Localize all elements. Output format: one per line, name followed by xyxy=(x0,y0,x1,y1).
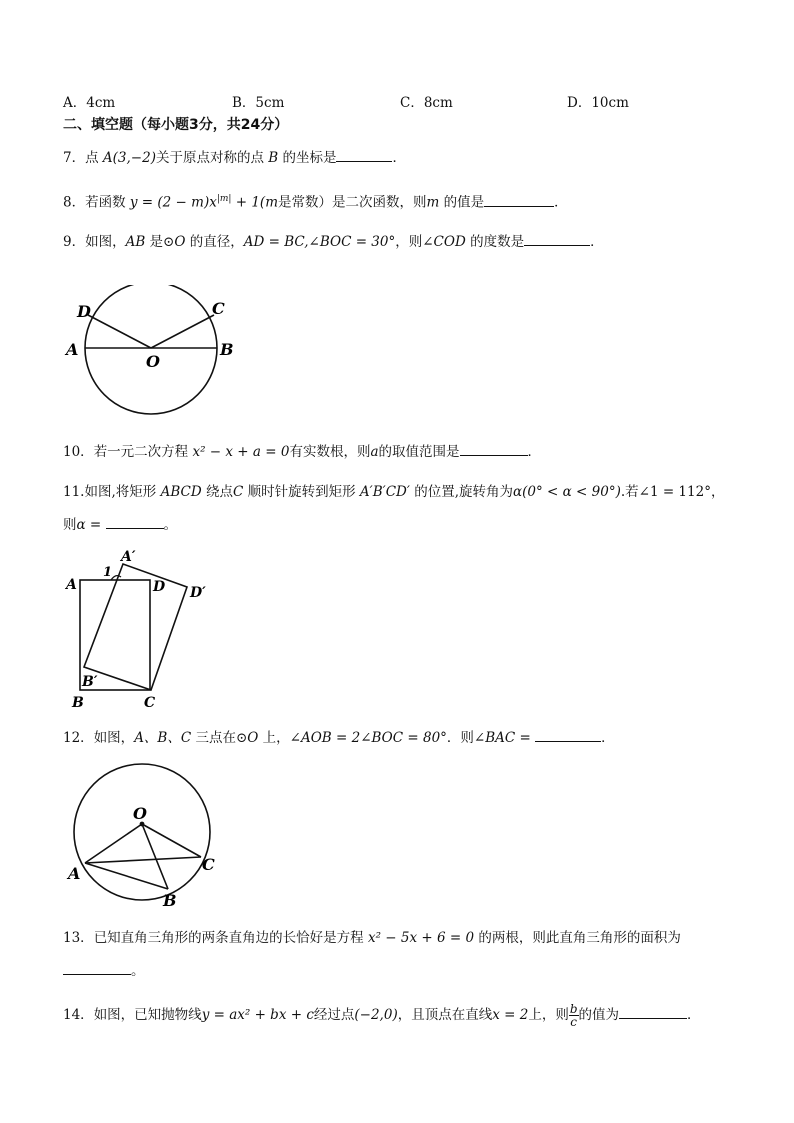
q9-ab: AB xyxy=(125,234,146,250)
label-b-prime: B′ xyxy=(82,674,98,690)
label-c: C xyxy=(202,855,215,874)
q7-end: ． xyxy=(392,150,406,166)
question-12 xyxy=(63,727,615,748)
q9-text: 的度数是 xyxy=(465,234,525,250)
figure-q12-circle xyxy=(60,762,230,912)
label-angle-1: 1 xyxy=(103,565,113,580)
q8-m: m xyxy=(265,194,279,211)
fraction-denominator: c xyxy=(570,1015,578,1029)
option-b: B．5cm xyxy=(232,95,285,111)
q11-abcd-prime: A′B′CD′ xyxy=(359,484,410,500)
q12-abc: A、B、C xyxy=(134,730,192,746)
q13-equation: x² − 5x + 6 = 0 xyxy=(367,930,475,946)
q11-c: C xyxy=(232,484,244,500)
label-a-prime: A′ xyxy=(121,549,136,565)
question-10 xyxy=(63,441,541,462)
q13-end: 。 xyxy=(131,963,145,979)
q10-text: 的取值范围是 xyxy=(378,444,460,460)
question-number: 12． xyxy=(63,730,94,746)
q14-text: 的值为 xyxy=(578,1007,620,1023)
answer-blank[interactable] xyxy=(460,441,528,456)
q12-text: 上， xyxy=(258,730,290,746)
q7-text: 点 xyxy=(85,150,103,166)
question-number: 13． xyxy=(63,930,94,946)
q14-text: 如图，已知抛物线 xyxy=(93,1007,202,1023)
q11-text: 绕点 xyxy=(201,484,233,500)
q14-text: ，且顶点在直线 xyxy=(397,1007,493,1023)
q11-alpha-range: α(0° < α < 90°) xyxy=(513,484,621,500)
question-13-line-2 xyxy=(63,960,145,981)
q8-text: 的值是 xyxy=(439,194,485,211)
q9-cod: ∠COD xyxy=(422,234,466,250)
figure-q11-rectangles xyxy=(60,545,220,715)
q8-formula: y = (2 − m)x xyxy=(129,194,217,211)
q9-o: O xyxy=(174,234,186,250)
q12-text: ．则 xyxy=(446,730,474,746)
q9-text: 的直径， xyxy=(185,234,244,250)
q11-text: = xyxy=(85,517,106,533)
label-b: B xyxy=(163,891,177,910)
q10-text: 有实数根，则 xyxy=(289,444,371,460)
q9-text: 是⊙ xyxy=(145,234,175,250)
q8-end: ． xyxy=(554,194,568,211)
q7-point: A(3,−2) xyxy=(102,150,156,166)
section-title: 二、填空题（每小题3分，共24分） xyxy=(63,117,289,133)
q12-end: ． xyxy=(601,730,615,746)
label-o: O xyxy=(133,804,147,823)
question-11 xyxy=(63,482,724,502)
question-number: 9． xyxy=(63,234,86,250)
answer-blank[interactable] xyxy=(106,514,164,529)
q8-text: 是常数）是二次函数，则 xyxy=(278,194,427,211)
q14-fraction xyxy=(569,1003,579,1028)
q14-text: 经过点 xyxy=(313,1007,355,1023)
question-number: 8． xyxy=(63,194,86,211)
q13-text: 的两根，则此直角三角形的面积为 xyxy=(474,930,681,946)
question-13 xyxy=(63,928,681,948)
q12-condition: ∠AOB = 2∠BOC = 80° xyxy=(289,730,447,746)
q9-end: ． xyxy=(590,234,604,250)
question-number: 11. xyxy=(63,484,85,500)
q14-equation: y = ax² + bx + c xyxy=(201,1007,314,1023)
q10-a: a xyxy=(370,444,379,460)
answer-blank[interactable] xyxy=(484,192,554,207)
option-c: C．8cm xyxy=(400,95,453,111)
label-b: B xyxy=(72,695,84,711)
q12-text: 如图， xyxy=(93,730,135,746)
option-a: A．4cm xyxy=(63,95,116,111)
q7-b: B xyxy=(268,150,279,166)
q11-text: 如图,将矩形 xyxy=(84,484,161,500)
q9-condition: AD = BC,∠BOC = 30° xyxy=(243,234,396,250)
q11-text: 的位置,旋转角为 xyxy=(409,484,514,500)
q12-text: 三点在⊙ xyxy=(191,730,248,746)
question-7 xyxy=(63,147,406,168)
q8-m: m xyxy=(426,194,440,211)
question-9 xyxy=(63,231,604,252)
label-a: A xyxy=(66,340,79,359)
label-b: B xyxy=(220,340,234,359)
label-d: D xyxy=(77,302,91,321)
q11-text: 则 xyxy=(63,517,77,533)
q8-exponent: |m| xyxy=(216,194,232,204)
q9-text: ，则 xyxy=(395,234,423,250)
q11-text: 顺时针旋转到矩形 xyxy=(243,484,360,500)
q11-abcd: ABCD xyxy=(160,484,202,500)
q11-end: 。 xyxy=(163,517,178,533)
answer-blank[interactable] xyxy=(336,147,392,162)
q12-o: O xyxy=(247,730,259,746)
q10-equation: x² − x + a = 0 xyxy=(192,444,290,460)
q14-text: 上，则 xyxy=(528,1007,569,1023)
option-d: D．10cm xyxy=(567,95,629,111)
question-number: 10． xyxy=(63,444,94,460)
q8-formula: + 1( xyxy=(231,194,266,211)
question-14 xyxy=(63,1003,701,1028)
label-d: D xyxy=(153,579,166,595)
q11-text: .若∠1 = 112°， xyxy=(620,484,725,500)
question-11-line-2 xyxy=(63,514,177,535)
q13-text: 已知直角三角形的两条直角边的长恰好是方程 xyxy=(93,930,368,946)
q9-text: 如图， xyxy=(85,234,126,250)
question-8 xyxy=(63,189,568,213)
question-number: 14． xyxy=(63,1007,94,1023)
q10-end: ． xyxy=(527,444,542,460)
q14-end: ． xyxy=(687,1007,701,1023)
q11-alpha: α xyxy=(76,517,86,533)
label-a: A xyxy=(66,577,77,593)
answer-blank[interactable] xyxy=(535,727,601,742)
question-number: 7． xyxy=(63,150,86,166)
q14-line: x = 2 xyxy=(492,1007,529,1023)
label-o: O xyxy=(146,352,160,371)
label-d-prime: D′ xyxy=(190,585,206,601)
label-c: C xyxy=(144,695,156,711)
answer-blank[interactable] xyxy=(63,960,131,975)
q10-text: 若一元二次方程 xyxy=(93,444,193,460)
q14-point: (−2,0) xyxy=(354,1007,398,1023)
answer-blank[interactable] xyxy=(619,1004,687,1019)
answer-blank[interactable] xyxy=(524,231,590,246)
label-a: A xyxy=(68,864,81,883)
q12-text: = xyxy=(515,730,536,746)
fraction-numerator: b xyxy=(569,1002,578,1016)
q7-text: 的坐标是 xyxy=(278,150,337,166)
q7-text: 关于原点对称的点 xyxy=(155,150,269,166)
q12-bac: ∠BAC xyxy=(473,730,516,746)
q8-text: 若函数 xyxy=(85,194,130,211)
label-c: C xyxy=(212,299,225,318)
figure-q9-circle xyxy=(60,285,240,415)
